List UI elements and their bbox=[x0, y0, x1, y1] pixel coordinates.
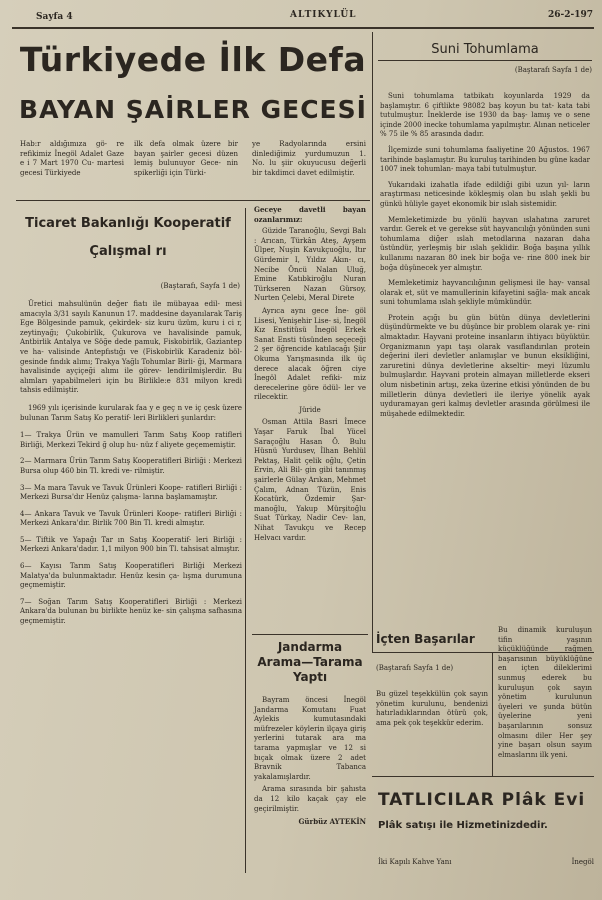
insemination-paragraph: Protein açığı bu gün bütün dünya devletlerini düşündürmekte ve bu düşünce bir problem olarak ye- rini almaktadır. Hayvani proteine insanların ihtiyacı büyüktür. Organizmanın yapı taşı olarak vasıflandırılan protein değerini ileri devletler anlamışlar ve bunun eksikliğini, zaruretini dünya devletlerine akseltir- meyi lüzumlu bulmuşlardır. Hayvani protein almayan milletlerde ekseri olum nisbetinin artışı, zeka üzerine etkisi yönünden de bu milletlerin dünya devletleri ile ileriye yönelik ayak uyduramayan geri kalmış devletler arasında görülmesi ile müşahede edilmektedir. bbox=[380, 313, 590, 418]
coop-intro: Üretici mahsulünün değer fiatı ile mübayaa edil- mesi amacıyla 3/31 sayılı Kanunun 17. maddesine dayanılarak Tariş Ege Bölgesinde pamuk, çekirdek- siz kuru üzüm, kuru i ci r, zeytinyağı; Çukobirlik, Çukurova ve havalisinde pamuk, Antbirlik Antalya ve Söğe dede pamuk, Fiskobirlik, Gaziantep ve ha- valisinde Antepfıstığı ve (Fiskobirlik Karadeniz böl- gesinde fındık alımı; Trakya Yağlı Tohumlar Birli- ği, Marmara havalisinde ayçiçeği alımı ile görev- lendirilmişlerdir. Bu alımları yapabilmeleri için bu Birlikle:e 831 milyon kredi tahsis edilmiştir. bbox=[20, 300, 242, 395]
box-rule bbox=[252, 634, 368, 635]
gendarmerie-headline-2: Arama—Tarama bbox=[257, 655, 363, 669]
coop-continued: (Baştarafı, Sayfa 1 de) bbox=[160, 282, 240, 290]
jury-label: Jüride bbox=[299, 405, 321, 414]
jury-names: Osman Attila Basri İmece Yaşar Faruk İbal Yücel Saraçoğlu Hasan Ö. Bulu Hüsnü Yurdusev, İlhan Behlül Pektaş, Halit çelik oğlu, Çetin Ervin, Ali Bil- gin gibi tanınmış şairlerle Gülay Arıkan, Mehmet Çalım, Adnan Tüzün, Enis Kocatürk, Özdemir Şar- manoğlu, Yakup Mürşitoğlu Suat Türkay, Nadir Cev- lan, Nihat Tavukçu ve Recep Helvacı vardır. bbox=[254, 418, 366, 542]
ad-address: İki Kapılı Kahve Yanı bbox=[378, 858, 452, 866]
section-rule bbox=[16, 200, 370, 201]
lead-text-col1: Hab:r aldığımıza gö- re refikimiz İnegöl Adalet Gaze e i 7 Mart 1970 Cu- martesi gecesi Türkiyede bbox=[20, 140, 124, 177]
ad-subtitle: Plâk satışı ile Hizmetinizdedir. bbox=[378, 820, 548, 831]
column-divider bbox=[245, 208, 246, 873]
lead-text-col3: ye Radyolarında ersini dinlediğimiz yurdumuzun 1. No. lu şiir okuyucusu değerli bir takdimci davet edilmiştir. bbox=[252, 140, 366, 177]
ad-city: İnegöl bbox=[571, 858, 594, 866]
column-divider bbox=[492, 652, 493, 776]
insemination-headline: Suni Tohumlama bbox=[431, 42, 539, 57]
gendarmerie-headline-3: Yaptı bbox=[292, 670, 328, 684]
gendarmerie-headline-1: Jandarma bbox=[277, 640, 343, 654]
gendarmerie-author: Gürbüz AYTEKİN bbox=[298, 817, 366, 827]
column-divider bbox=[372, 32, 373, 652]
coop-list-item: 5— Tiftik ve Yapağı Tar ın Satış Kooperatif- leri Birliği : Merkezi Ankara'dadır. 1,1 milyon 900 bin Tl. tahsisat almıştır. bbox=[20, 535, 242, 554]
coop-list bbox=[20, 431, 242, 627]
sincere-body-2: Bu dinamik kuruluşun tifin yaşının küçüklüğünde rağmen başarısının büyüklüğüne en içten dileklerimi sunmuş ederek bu kuruluşun çok sayın yönetim kurulunun üyeleri ve şunda bütün üyelerine yeni başarılarının sonsuz olmasını diler Her şey yine başarı olsun sayım elmaslarını ilk yeni. bbox=[498, 626, 592, 759]
insemination-paragraph: Suni tohumlama tatbikatı koyunlarda 1929 da başlamıştır. 6 çiftlikte 98082 baş koyun bu tat- kata tabi tutulmuştur. İneklerde ise 1930 da baş- lamış ve o sene içinde 2000 inecke tohumlama yapılmıştır. Alınan neticeler % 75 ile % 85 arasında dadır. bbox=[380, 92, 590, 139]
coop-list-item: 6— Kayısı Tarım Satış Kooperatifleri Birliği Merkezi Malatya'da bulunmaktadır. Henüz kesin ça- lışma durumuna geçmemiştir. bbox=[20, 562, 242, 590]
page-number: Sayfa 4 bbox=[36, 12, 73, 22]
lead-subheadline: BAYAN ŞAİRLER GECESİ bbox=[19, 95, 367, 124]
invitees-intro: Geceye davetli bayan ozanlarımız: bbox=[254, 205, 366, 224]
gendarmerie-text-2: Arama sırasında bir şahısta da 12 kilo kaçak çay ele geçirilmiştir. bbox=[254, 785, 366, 813]
headline-rule bbox=[378, 60, 592, 61]
gendarmerie-text: Bayram öncesi İnegöl Jandarma Komutanı Fuat Aylekis kumutasındaki müfrezeler köylerin ilçaya giriş yerlerini tutarak ara ma tarama yapmışlar ve 12 si bıçak olmak üzere 2 adet Bravnik Tabanca yakalamışlardır. bbox=[254, 696, 366, 781]
sincere-body: Bu güzel teşekkülün çok sayın yönetim kurulunu, bendenizi hatırladıklarından ötürü çok, ama pek çok teşekkür ederim. bbox=[376, 690, 488, 727]
invitees-column bbox=[254, 205, 366, 546]
coop-list-item: 1— Trakya Ürün ve mamulleri Tarım Satış Koop ratifleri Birliği, Merkezi Tekird ğ olup hu- nüz f aliyete geçememiştir. bbox=[20, 431, 242, 449]
coop-list-item: 3— Ma mara Tavuk ve Tavuk Ürünleri Koope- ratifleri Birliği : Merkezi Bursa'dır Henüz çalışma- larına başlamamıştır. bbox=[20, 483, 242, 502]
insemination-paragraph: Memleketimizde bu yönlü hayvan ıslahatına zaruret vardır. Gerek et ve gerekse süt hayvancılığı yönünden suni tohumlama diğer ıslah metodlarına nazaran daha üstündür, yerleşmiş bir ıslah şeklidir. Boğa başına yıllık kullanımı nazaran 80 inek bir boğa ve- rine 800 inek bir boğa düşünecek yer almıştır. bbox=[380, 215, 590, 272]
coop-headline-2: Çalışmal rı bbox=[89, 244, 167, 259]
gendarmerie-headline bbox=[252, 640, 368, 685]
header-rule bbox=[12, 27, 594, 29]
sincere-continued: (Baştarafı Sayfa 1 de) bbox=[376, 664, 454, 672]
ad-title: TATLICILAR Plâk Evi bbox=[378, 790, 586, 810]
coop-headline: Ticaret Bakanlığı Kooperatif bbox=[25, 216, 231, 231]
sincere-headline: İçten Başarılar bbox=[376, 632, 475, 646]
issue-date: 26-2-197 bbox=[548, 10, 594, 20]
insemination-paragraph: İlçemizde suni tohumlama faaliyetine 20 Ağustos. 1967 tarihinde başlamıştır. Bu kuruluş tarihinden bu güne kadar 1007 inek tohumlan- maya tabi tutulmuştur. bbox=[380, 145, 590, 174]
gendarmerie-body bbox=[254, 696, 366, 830]
insemination-continued: (Baştarafı Sayfa 1 de) bbox=[514, 66, 592, 74]
coop-body bbox=[20, 300, 242, 634]
insemination-paragraph: Memleketimiz hayvancılığının gelişmesi ile hay- vansal olarak et, süt ve mamullerinin kifayetini sağla- mak ancak suni tohumlama ıslah şekliyle mümkündür. bbox=[380, 279, 590, 307]
lead-text-col2: ilk defa olmak üzere bir bayan şairler gecesi düzen lemiş bulunuyor Gece- nin spikerliği için Türki- bbox=[134, 140, 238, 177]
lead-headline: Türkiyede İlk Defa bbox=[19, 40, 367, 79]
insemination-paragraph: Yukarıdaki izahatla ifade edildiği gibi uzun yıl- ların araştırması neticesinde kökleşmiş olan bu ıslah şekli bu günkü hüliyle gayet ekonomik bir ıslah sistemidir. bbox=[380, 180, 590, 208]
invitees-program: Ayrıca aynı gece İne- göl Lisesi, Yenişehir Lise- si, İnegöl Kız Enstitüsü İnegöl Erkek Sanat Ensti tüsünden seçeceği 2 şer öğrencide katılacağı Şiir Okuma Yarışmasında ilk üç derece alacak öğren ciye İnegöl Adalet refiki- miz derecelerine göre ödül- ler ve rilecektir. bbox=[254, 306, 366, 402]
ad-rule bbox=[372, 776, 594, 777]
newspaper-name: ALTIKYLÜL bbox=[290, 10, 357, 20]
coop-list-item: 4— Ankara Tavuk ve Tavuk Ürünleri Koope- ratifleri Birliği : Merkezi Ankara'dır. Birlik 700 Bin Tl. kredi almıştır. bbox=[20, 509, 242, 528]
coop-list-item: 2— Marmara Ürün Tarım Satış Kooperatifleri Birliği : Merkezi Bursa olup 460 bin Tl. kredi ve- rilmiştir. bbox=[20, 457, 242, 475]
insemination-body bbox=[380, 92, 590, 425]
coop-list-item: 7— Soğan Tarım Satış Kooperatifleri Birliği : Merkezi Ankara'da bulunan bu birlikte henüz ke- sin çalışma safhasına geçmemiştir. bbox=[20, 597, 242, 626]
coop-intro-2: 1969 yılı içerisinde kurularak faa y e geç n ve iç çesk üzere bulunan Tarım Satış Ko peratif- leri Birlikleri şunlardır: bbox=[20, 403, 242, 422]
invitees-names: Güzide Taranoğlu, Sevgi Balı : Arıcan, Türkân Ateş, Ayşem Ülper, Nuşin Kavukçuoğlu, Itır Gürdemir I, Yıldız Akın- cı, Necibe Öncü Nalan Uluğ, Emine Katıbkiroğlu Nuran Türkseren Nazan Gürsoy, Nurten Çelebi, Meral Direte bbox=[254, 227, 366, 303]
